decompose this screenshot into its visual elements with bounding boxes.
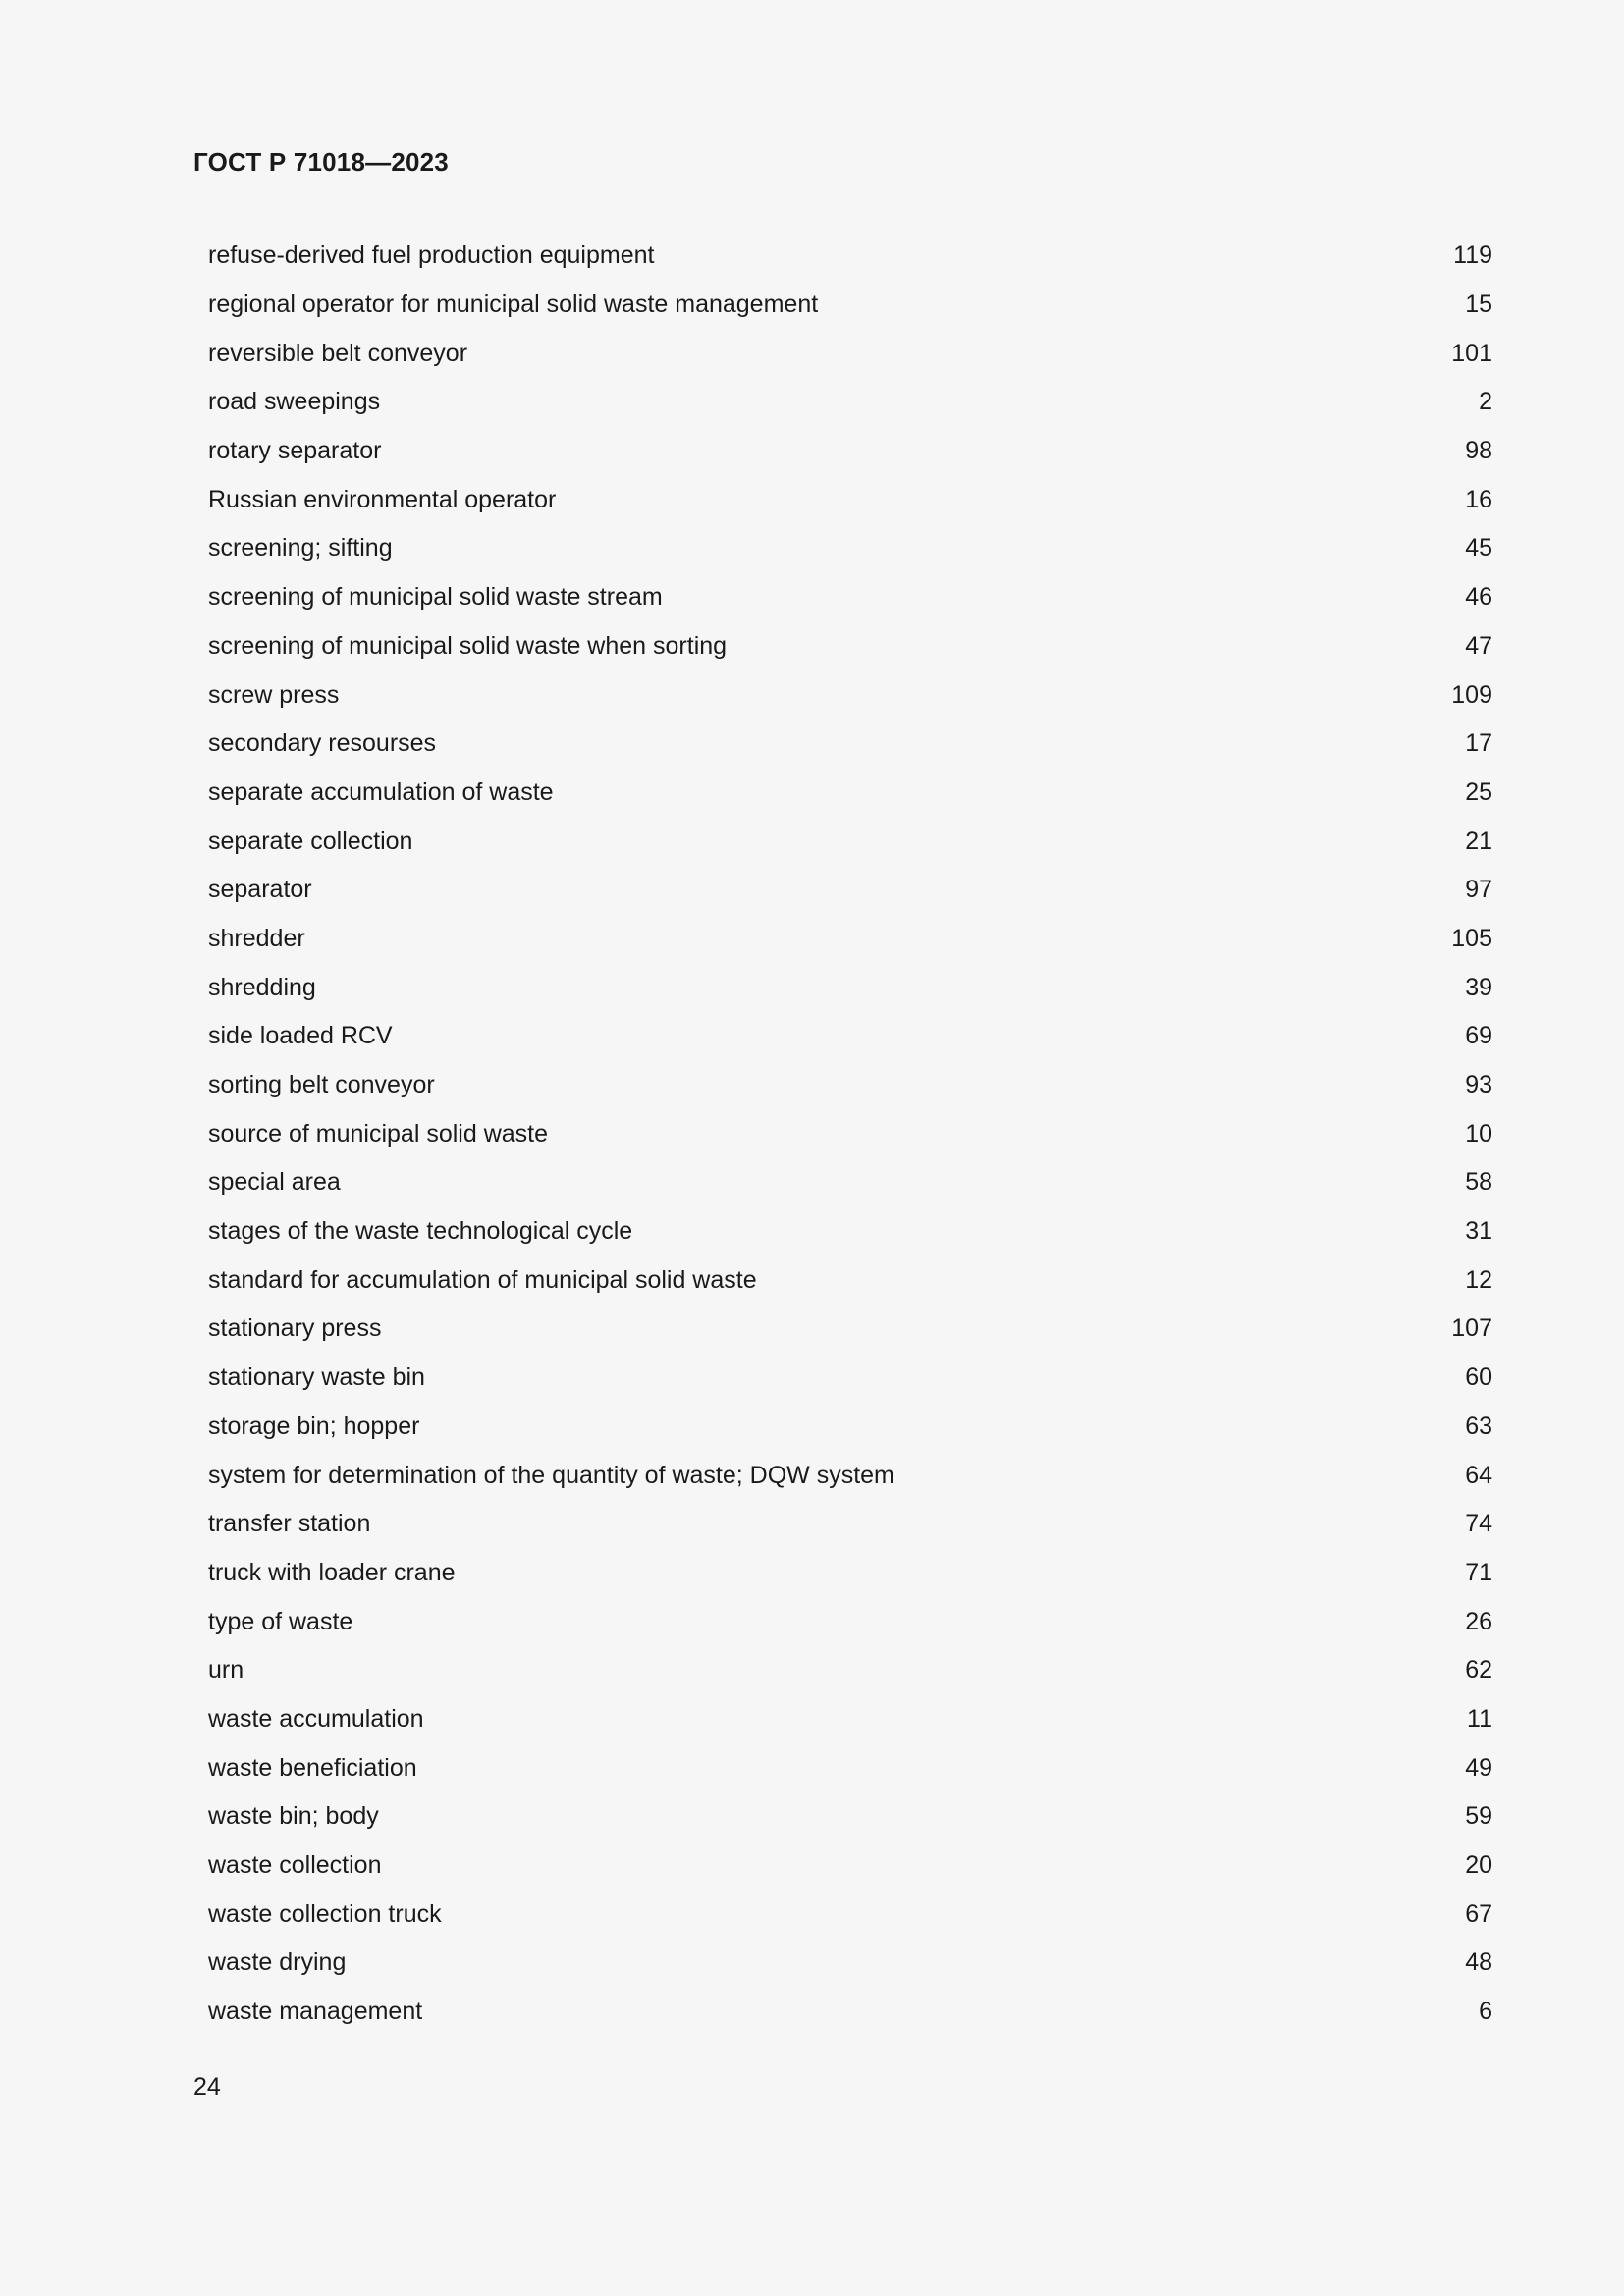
index-ref-number: 16 [1465,485,1492,513]
index-ref-number: 15 [1465,291,1492,319]
index-ref-number: 49 [1465,1753,1492,1782]
index-ref-number: 69 [1465,1022,1492,1050]
index-term: shredder [208,924,305,952]
index-entry [208,1792,1492,1842]
index-ref-number: 101 [1451,339,1492,367]
index-term: separate collection [208,827,413,855]
index-term: type of waste [208,1607,353,1635]
index-term: storage bin; hopper [208,1412,420,1440]
index-entry [208,1988,1492,2037]
index-term: side loaded RCV [208,1022,393,1050]
index-ref-number: 93 [1465,1071,1492,1099]
index-ref-number: 47 [1465,631,1492,660]
index-entry [208,573,1492,622]
index-entry [208,1158,1492,1207]
index-entry [208,1842,1492,1891]
index-ref-number: 21 [1465,827,1492,855]
index-ref-number: 11 [1467,1704,1492,1733]
index-entry [208,1890,1492,1939]
index-ref-number: 64 [1465,1461,1492,1489]
index-ref-number: 2 [1479,388,1492,416]
index-entry [208,1061,1492,1110]
index-ref-number: 6 [1479,1998,1492,2026]
index-term: stationary press [208,1314,382,1343]
index-ref-number: 107 [1451,1314,1492,1343]
index-entry [208,769,1492,818]
index-ref-number: 17 [1465,729,1492,758]
index-term: special area [208,1168,341,1197]
index-entry [208,1109,1492,1158]
index-entry [208,1305,1492,1354]
index-term: stages of the waste technological cycle [208,1217,633,1246]
index-term: sorting belt conveyor [208,1071,435,1099]
index-ref-number: 98 [1465,437,1492,465]
index-entry [208,1500,1492,1549]
index-ref-number: 39 [1465,973,1492,1001]
index-entry [208,329,1492,378]
index-entry [208,1451,1492,1500]
index-entry [208,1255,1492,1305]
index-ref-number: 97 [1465,876,1492,904]
index-term: rotary separator [208,437,382,465]
index-entry [208,524,1492,573]
index-term: waste accumulation [208,1704,424,1733]
index-ref-number: 25 [1465,777,1492,806]
index-term: regional operator for municipal solid waste management [208,291,819,319]
document-header: ГОСТ Р 71018—2023 [193,147,449,177]
index-ref-number: 60 [1465,1363,1492,1392]
index-ref-number: 63 [1465,1412,1492,1440]
index-term: truck with loader crane [208,1558,456,1586]
index-entry [208,475,1492,524]
index-entry [208,1743,1492,1792]
index-term: shredding [208,973,316,1001]
index-term: screening of municipal solid waste stream [208,583,663,612]
index-ref-number: 45 [1465,534,1492,562]
index-term: transfer station [208,1510,371,1538]
index-term: waste bin; body [208,1802,379,1831]
page-number: 24 [193,2073,221,2101]
index-ref-number: 12 [1465,1265,1492,1294]
index-entry [208,281,1492,330]
index-term: refuse-derived fuel production equipment [208,241,655,270]
alphabetical-index [208,232,1492,2036]
index-ref-number: 67 [1465,1899,1492,1928]
index-ref-number: 59 [1465,1802,1492,1831]
index-term: standard for accumulation of municipal solid waste [208,1265,757,1294]
index-entry [208,1403,1492,1452]
index-term: waste collection truck [208,1899,442,1928]
index-entry [208,1646,1492,1695]
index-ref-number: 46 [1465,583,1492,612]
index-term: separate accumulation of waste [208,777,554,806]
index-ref-number: 105 [1451,924,1492,952]
index-term: screening; sifting [208,534,393,562]
index-entry [208,1695,1492,1744]
index-ref-number: 62 [1465,1656,1492,1684]
index-term: road sweepings [208,388,381,416]
index-entry [208,622,1492,671]
index-entry [208,817,1492,866]
index-entry [208,1597,1492,1646]
index-ref-number: 71 [1465,1558,1492,1586]
index-entry [208,720,1492,769]
index-entry [208,1939,1492,1988]
index-term: waste beneficiation [208,1753,417,1782]
index-term: separator [208,876,312,904]
index-term: screw press [208,680,340,709]
index-entry [208,915,1492,964]
index-ref-number: 20 [1465,1851,1492,1880]
index-ref-number: 74 [1465,1510,1492,1538]
index-entry [208,378,1492,427]
index-ref-number: 10 [1465,1119,1492,1148]
index-entry [208,670,1492,720]
index-entry [208,866,1492,915]
index-entry [208,1354,1492,1403]
index-term: urn [208,1656,244,1684]
index-term: waste drying [208,1949,347,1977]
index-term: stationary waste bin [208,1363,425,1392]
index-ref-number: 109 [1451,680,1492,709]
index-entry [208,1012,1492,1061]
index-entry [208,427,1492,476]
index-ref-number: 119 [1453,241,1492,270]
index-entry [208,232,1492,281]
index-term: secondary resourses [208,729,437,758]
index-term: waste collection [208,1851,382,1880]
index-term: reversible belt conveyor [208,339,468,367]
index-term: waste management [208,1998,423,2026]
index-ref-number: 58 [1465,1168,1492,1197]
index-ref-number: 31 [1465,1217,1492,1246]
index-entry [208,963,1492,1012]
index-term: Russian environmental operator [208,485,557,513]
index-term: system for determination of the quantity of waste; DQW system [208,1461,894,1489]
index-term: screening of municipal solid waste when sorting [208,631,728,660]
index-ref-number: 48 [1465,1949,1492,1977]
index-ref-number: 26 [1465,1607,1492,1635]
index-entry [208,1207,1492,1256]
index-term: source of municipal solid waste [208,1119,548,1148]
index-entry [208,1549,1492,1598]
